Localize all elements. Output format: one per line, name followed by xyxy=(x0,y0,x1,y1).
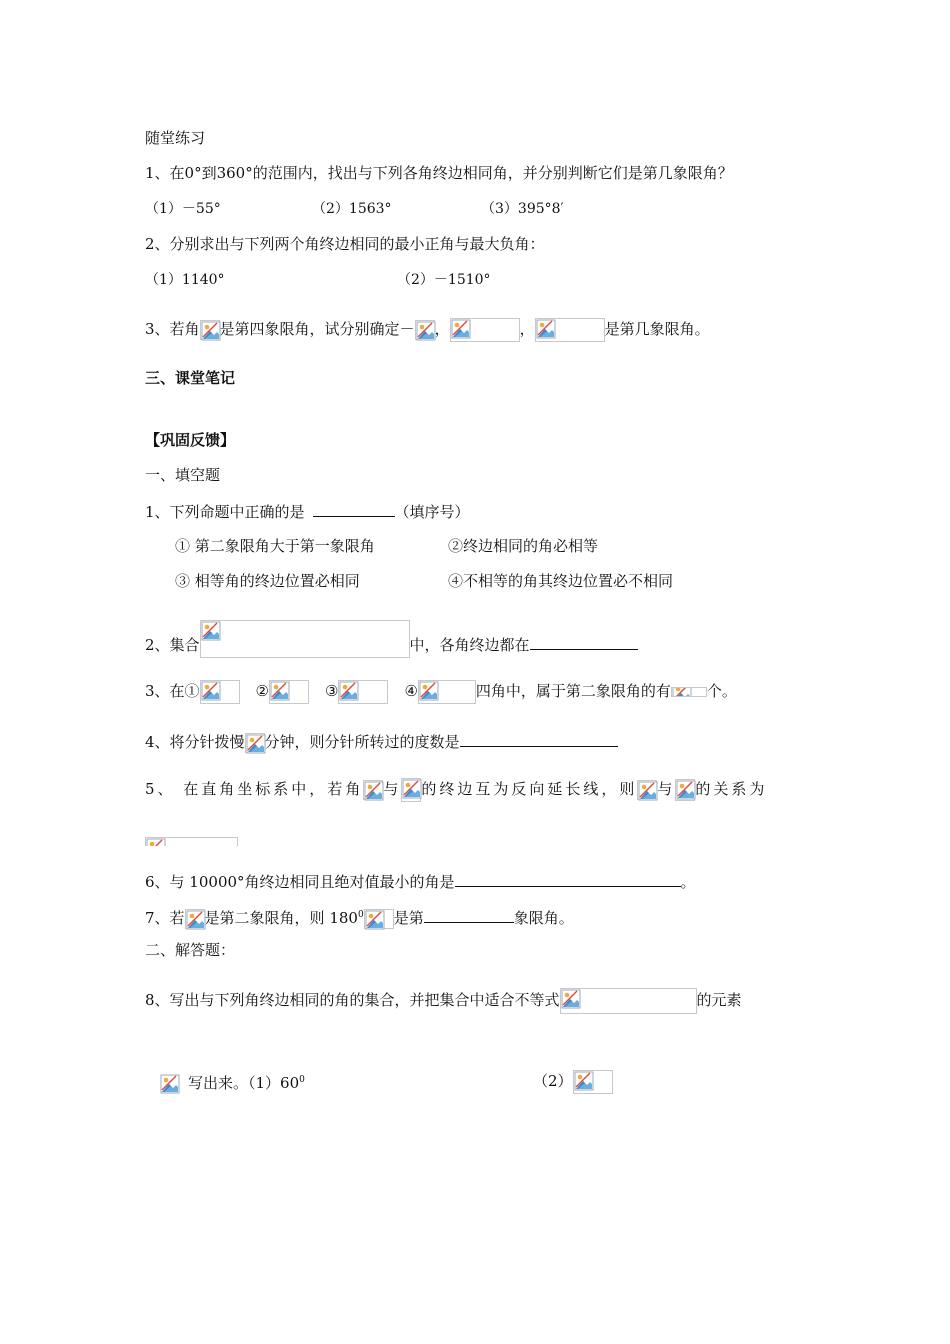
fq8-text-2: 的元素 xyxy=(696,991,742,1009)
practice-question-2: 2、分别求出与下列两个角终边相同的最小正角与最大负角： xyxy=(145,235,545,253)
formula-image-icon xyxy=(338,680,388,704)
feedback-question-8 xyxy=(145,988,742,1014)
feedback-heading: 【巩固反馈】 xyxy=(145,431,236,449)
practice-question-3 xyxy=(145,318,710,342)
notes-heading: 三、课堂笔记 xyxy=(145,369,236,387)
formula-image-icon xyxy=(364,909,394,929)
fq1-text-2: （填序号） xyxy=(394,503,470,521)
q3-text-3: ， xyxy=(434,320,450,338)
feedback-question-4 xyxy=(145,730,618,753)
fq1-option-2: ②终边相同的角必相等 xyxy=(448,537,599,555)
fq1-option-1: ① 第二象限角大于第一象限角 xyxy=(175,537,375,555)
formula-image-icon xyxy=(200,320,220,340)
fq3-text-6: 个。 xyxy=(706,682,737,700)
formula-image-icon xyxy=(450,318,520,342)
fq3-text-1: 3、在① xyxy=(145,682,200,700)
fq7-text-4: 象限角。 xyxy=(513,909,574,927)
fq8-text-3: 写出来。（1）60 xyxy=(188,1074,300,1092)
formula-image-icon xyxy=(675,779,695,801)
fq2-text-2: 中，各角终边都在 xyxy=(409,636,530,654)
fq3-text-3: ③ xyxy=(325,682,339,700)
section-answer-questions: 二、解答题： xyxy=(145,941,236,959)
fq6-text-1: 6、与 10000°角终边相同且绝对值最小的角是 xyxy=(145,873,455,891)
answer-blank[interactable] xyxy=(313,500,395,517)
fq1-text-1: 1、下列命题中正确的是 xyxy=(145,503,305,521)
feedback-question-7 xyxy=(145,905,574,929)
formula-image-icon xyxy=(185,909,205,929)
formula-image-icon xyxy=(535,318,605,342)
fq3-text-5: 四角中，属于第二象限角的有 xyxy=(475,682,671,700)
feedback-question-1 xyxy=(145,500,470,522)
section-fill-blank: 一、填空题 xyxy=(145,466,221,484)
q2-option-a: （1）1140° xyxy=(145,272,225,288)
answer-blank[interactable] xyxy=(455,870,681,887)
answer-blank[interactable] xyxy=(424,906,514,923)
fq3-text-2: ② xyxy=(255,682,269,700)
fq1-option-3: ③ 相等角的终边位置必相同 xyxy=(175,572,360,590)
feedback-question-8-cont xyxy=(160,1070,305,1094)
q3-text-2: 是第四象限角，试分别确定－ xyxy=(219,320,415,338)
answer-blank[interactable] xyxy=(530,633,638,650)
fq5-text-1: 5、 在直角坐标系中，若角 xyxy=(145,780,364,798)
fq3-text-4: ④ xyxy=(404,682,418,700)
fq8-part-2 xyxy=(533,1070,613,1094)
formula-image-icon xyxy=(637,780,657,800)
fq4-text-1: 4、将分针拨慢 xyxy=(145,733,245,751)
feedback-question-5 xyxy=(145,778,767,802)
fq2-text-1: 2、集合 xyxy=(145,636,200,654)
q1-option-b: （2）1563° xyxy=(312,201,392,217)
fq8-superscript: 0 xyxy=(299,1075,305,1085)
formula-image-icon xyxy=(145,837,238,846)
fq1-option-4: ④不相等的角其终边位置必不相同 xyxy=(448,572,674,590)
q3-text-1: 3、若角 xyxy=(145,320,200,338)
answer-blank[interactable] xyxy=(460,730,618,747)
fq5-text-2: 与 xyxy=(383,780,402,798)
formula-image-icon xyxy=(160,1074,180,1094)
feedback-question-3 xyxy=(145,680,737,704)
fq4-text-2: 分钟，则分针所转过的度数是 xyxy=(264,733,460,751)
feedback-question-6 xyxy=(145,870,696,892)
fq8-text-4: （2） xyxy=(533,1072,573,1090)
fq5-text-4: 与 xyxy=(657,780,676,798)
formula-image-icon xyxy=(269,680,309,704)
feedback-question-2 xyxy=(145,620,638,658)
fq5-text-3: 的终边互为反向延长线，则 xyxy=(421,780,638,798)
practice-question-1: 1、在0°到360°的范围内，找出与下列各角终边相同角，并分别判断它们是第几象限角？ xyxy=(145,164,733,182)
fq8-text-1: 8、写出与下列角终边相同的角的集合，并把集合中适合不等式 xyxy=(145,991,560,1009)
fq7-text-1: 7、若 xyxy=(145,909,185,927)
q3-text-4: ， xyxy=(519,320,535,338)
q2-option-b: （2）－1510° xyxy=(397,272,491,288)
q1-option-c: （3）395°8′ xyxy=(481,201,564,217)
practice-title: 随堂练习 xyxy=(145,129,206,147)
fq7-text-3: 是第 xyxy=(393,909,424,927)
formula-image-icon xyxy=(671,687,707,697)
formula-image-icon xyxy=(245,733,265,753)
q1-option-a: （1）－55° xyxy=(145,201,221,217)
q3-text-5: 是第几象限角。 xyxy=(604,320,710,338)
formula-image-icon xyxy=(415,320,435,340)
formula-image-icon xyxy=(200,620,410,658)
formula-image-icon xyxy=(363,780,383,800)
formula-image-icon xyxy=(200,680,240,704)
fq5-text-5: 的关系为 xyxy=(695,780,768,798)
formula-image-icon xyxy=(573,1070,613,1094)
formula-image-icon xyxy=(560,988,697,1014)
formula-image-icon xyxy=(401,778,421,802)
fq7-superscript: 0 xyxy=(357,910,364,920)
fq6-text-2: 。 xyxy=(680,873,696,891)
fq7-text-2: 是第二象限角，则 180 xyxy=(204,909,358,927)
formula-image-icon xyxy=(418,680,476,704)
